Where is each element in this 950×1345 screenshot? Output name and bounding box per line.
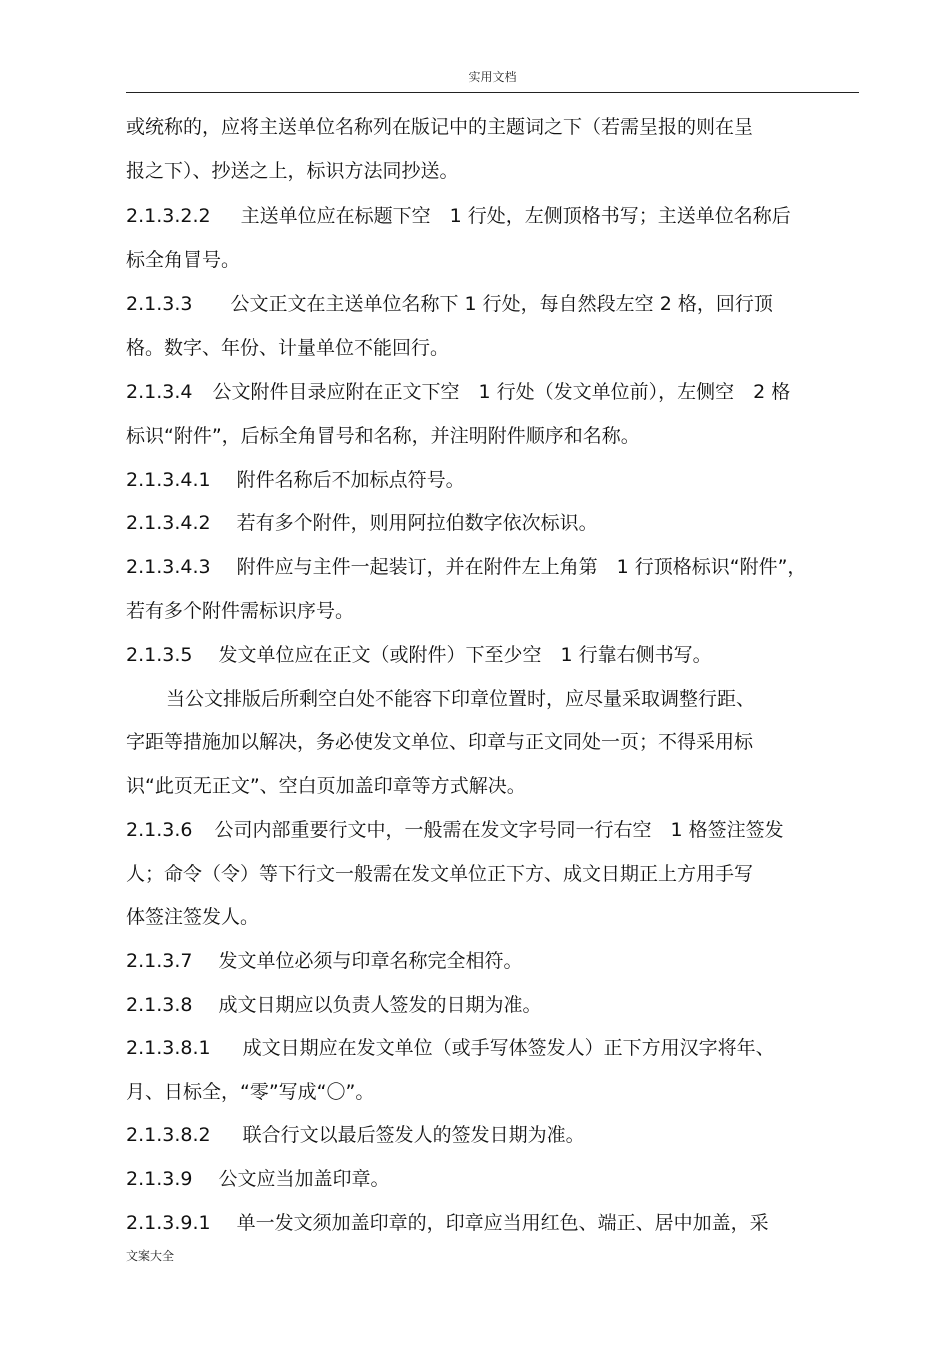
line-text: 若有多个附件，则用阿拉伯数字依次标识。 [236, 512, 598, 534]
text-line [126, 990, 542, 1020]
line-text: 体签注签发人。 [126, 906, 260, 928]
text-line [126, 727, 753, 757]
text-line [126, 245, 240, 275]
page-header [126, 66, 859, 93]
text-line [126, 771, 526, 801]
text-line [126, 640, 712, 670]
line-text: 报之下）、抄送之上，标识方法同抄送。 [126, 160, 459, 182]
text-line [126, 377, 790, 407]
line-text: 联合行文以最后签发人的签发日期为准。 [242, 1124, 585, 1146]
line-text: 识“此页无正文”、空白页加盖印章等方式解决。 [126, 775, 526, 797]
clause-number: 2.1.3.8.2 [126, 1124, 211, 1146]
text-line [126, 333, 449, 363]
line-text: 当公文排版后所剩空白处不能容下印章位置时，应尽量采取调整行距、 [166, 688, 756, 710]
text-line [126, 1164, 390, 1194]
line-text: 字距等措施加以解决，务必使发文单位、印章与正文同处一页；不得采用标 [126, 731, 754, 753]
line-text: 主送单位应在标题下空 1 行处，左侧顶格书写；主送单位名称后 [240, 205, 791, 227]
clause-number: 2.1.3.9 [126, 1168, 193, 1190]
clause-number: 2.1.3.4.1 [126, 469, 211, 491]
line-text: 成文日期应以负责人签发的日期为准。 [218, 994, 542, 1016]
clause-number: 2.1.3.4 [126, 381, 193, 403]
text-line [126, 1120, 585, 1150]
line-text: 或统称的，应将主送单位名称列在版记中的主题词之下（若需呈报的则在呈 [126, 116, 754, 138]
line-text: 单一发文须加盖印章的，印章应当用红色、端正、居中加盖，采 [236, 1212, 769, 1234]
clause-number: 2.1.3.2.2 [126, 205, 211, 227]
line-text: 发文单位必须与印章名称完全相符。 [218, 950, 523, 972]
line-text: 月、日标全，“零”写成“〇”。 [126, 1081, 375, 1103]
line-text: 人；命令（令）等下行文一般需在发文单位正下方、成文日期正上方用手写 [126, 863, 754, 885]
text-line [126, 112, 753, 142]
text-line [166, 684, 755, 714]
text-line [126, 815, 784, 845]
line-text: 附件名称后不加标点符号。 [236, 469, 465, 491]
text-line [126, 156, 459, 186]
line-text: 标识“附件”，后标全角冒号和名称，并注明附件顺序和名称。 [126, 425, 640, 447]
text-line [126, 421, 640, 451]
line-text: 公文附件目录应附在正文下空 1 行处（发文单位前），左侧空 2 格 [212, 381, 791, 403]
text-line [126, 289, 773, 319]
clause-number: 2.1.3.8.1 [126, 1037, 211, 1059]
clause-number: 2.1.3.4.2 [126, 512, 211, 534]
text-line [126, 1208, 769, 1238]
clause-number: 2.1.3.5 [126, 644, 193, 666]
line-text: 公文正文在主送单位名称下 1 行处，每自然段左空 2 格，回行顶 [230, 293, 773, 315]
clause-number: 2.1.3.4.3 [126, 556, 211, 578]
text-line [126, 552, 806, 582]
text-line [126, 946, 523, 976]
line-text: 附件应与主件一起装订，并在附件左上角第 1 行顶格标识“附件”， [236, 556, 807, 578]
text-line [126, 465, 465, 495]
line-text: 公司内部重要行文中，一般需在发文字号同一行右空 1 格签注签发 [214, 819, 784, 841]
clause-number: 2.1.3.8 [126, 994, 193, 1016]
line-text: 发文单位应在正文（或附件）下至少空 1 行靠右侧书写。 [218, 644, 712, 666]
line-text: 格。数字、年份、计量单位不能回行。 [126, 337, 450, 359]
text-line [126, 1077, 374, 1107]
text-line [126, 508, 598, 538]
line-text: 成文日期应在发文单位（或手写体签发人）正下方用汉字将年、 [242, 1037, 775, 1059]
clause-number: 2.1.3.6 [126, 819, 193, 841]
text-line [126, 902, 259, 932]
line-text: 若有多个附件需标识序号。 [126, 600, 355, 622]
page-footer: 文案大全 [126, 1249, 175, 1263]
line-text: 公文应当加盖印章。 [218, 1168, 390, 1190]
header-text: 实用文档 [468, 70, 517, 84]
clause-number: 2.1.3.3 [126, 293, 193, 315]
clause-number: 2.1.3.9.1 [126, 1212, 211, 1234]
line-text: 标全角冒号。 [126, 249, 241, 271]
text-line [126, 596, 354, 626]
text-line [126, 859, 753, 889]
clause-number: 2.1.3.7 [126, 950, 193, 972]
text-line [126, 1033, 775, 1063]
text-line [126, 201, 791, 231]
